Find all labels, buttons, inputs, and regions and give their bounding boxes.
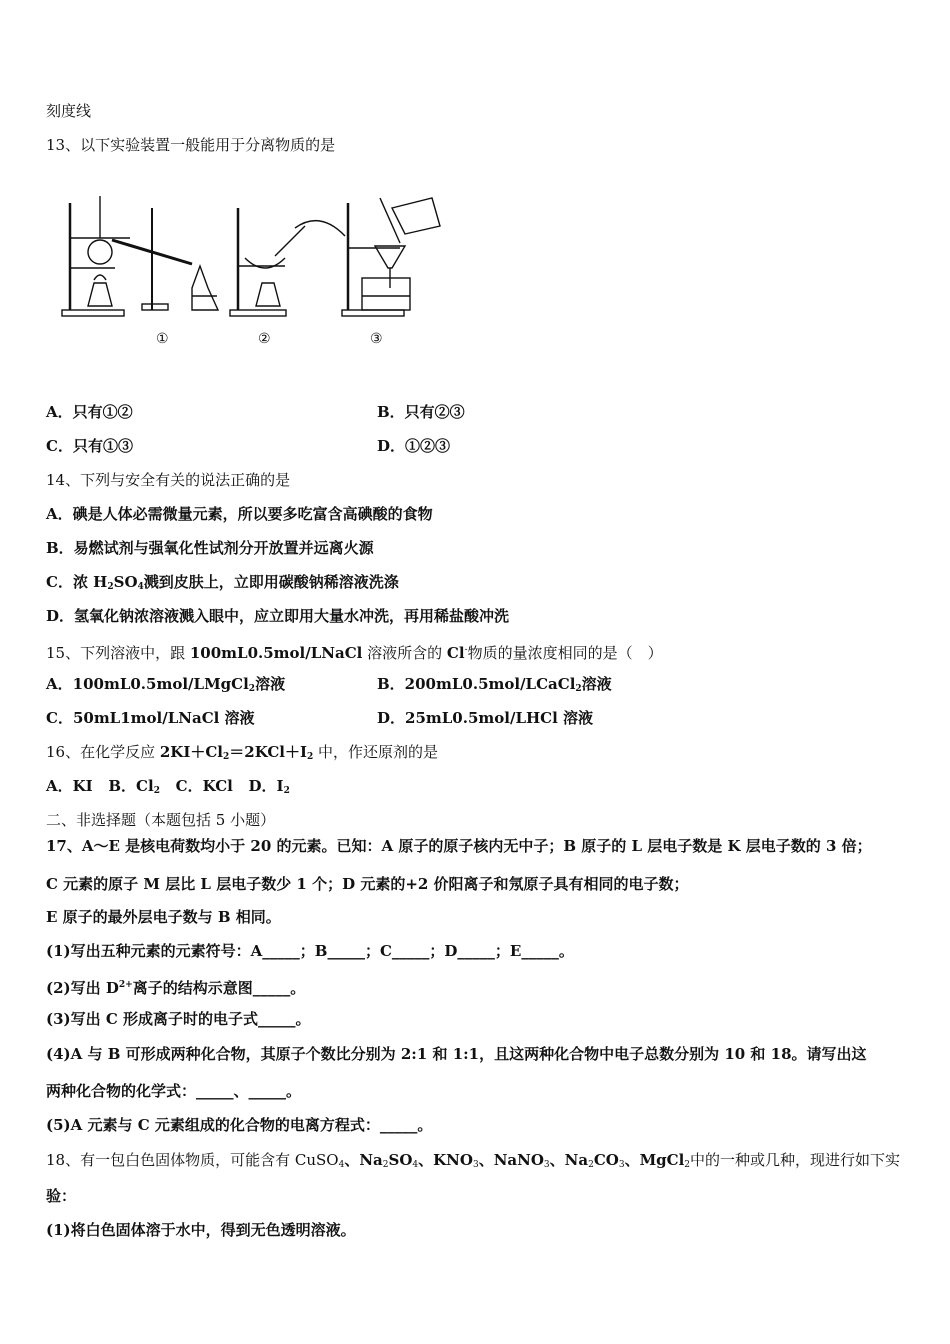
q18-e: 、Na [549, 1151, 589, 1169]
beaker [362, 278, 410, 310]
q16-stem-post: 中，作还原剂的是 [313, 743, 439, 761]
q15-stem-mid: 溶液所含的 [362, 644, 447, 662]
q18-a: 、Na [344, 1151, 383, 1169]
stand-base-3 [342, 310, 404, 316]
funnel [375, 246, 405, 268]
burner-1 [88, 283, 112, 306]
stand-base-1b [142, 304, 168, 310]
q13-option-b[interactable]: B．只有②③ [377, 403, 465, 421]
q16-options [46, 776, 290, 801]
q18-s6: 2 [588, 1160, 594, 1170]
q16-d-text: D．I [248, 777, 284, 795]
q16-d-sub: 2 [283, 786, 290, 796]
flame-1 [94, 275, 106, 280]
q15-option-c[interactable]: C．50mL1mol/LNaCl 溶液 [46, 709, 255, 727]
q15-b-post: 溶液 [581, 675, 612, 693]
q14-option-a[interactable]: A．碘是人体必需微量元素，所以要多吃富含高碘酸的食物 [46, 505, 433, 523]
q18-line-2: 验： [46, 1187, 77, 1205]
q15-b-pre: B．200mL0.5mol/LCaCl [377, 675, 576, 693]
q15-stem-sup: - [464, 645, 468, 655]
q17-part-4a: (4)A 与 B 可形成两种化合物，其原子个数比分别为 2:1 和 1:1，且这两种化合物中电子总数分别为 10 和 18。请写出这 [46, 1045, 867, 1063]
q18-f: CO [593, 1151, 619, 1169]
q15-stem-pre: 15、下列溶液中，跟 [46, 644, 190, 662]
q18-s5: 3 [543, 1160, 550, 1170]
q16-option-b[interactable] [108, 777, 160, 795]
q15-stem-post: 物质的量浓度相同的是（ ） [467, 644, 663, 662]
q18-d: 、NaNO [478, 1151, 544, 1169]
stand-base-2 [230, 310, 286, 316]
q16-option-d[interactable] [249, 777, 290, 795]
q14-option-c[interactable] [46, 572, 399, 597]
q14-c-sub2: 4 [137, 582, 144, 592]
burner-2 [256, 283, 280, 306]
q15-a-pre: A．100mL0.5mol/LMgCl [46, 675, 249, 693]
q13-option-a[interactable]: A．只有①② [46, 403, 133, 421]
q16-eq1: 2KI＋Cl [159, 743, 223, 761]
q18-l1-post: 中的一种或几种，现进行如下实 [690, 1151, 901, 1169]
q14-c-post: 溅到皮肤上，立即用碳酸钠稀溶液洗涤 [143, 573, 399, 591]
q18-s1: 4 [338, 1160, 345, 1170]
q14-c-sub1: 2 [107, 582, 114, 592]
q13-stem: 13、以下实验装置一般能用于分离物质的是 [46, 136, 336, 154]
top-note: 刻度线 [46, 102, 92, 120]
q17-line-1: 17、A～E 是核电荷数均小于 20 的元素。已知：A 原子的原子核内无中子；B 原子的 L 层电子数是 K 层电子数的 3 倍； [46, 837, 872, 855]
glass-rod [275, 226, 305, 256]
q18-g: 、MgCl [624, 1151, 685, 1169]
q16-option-c[interactable]: C．KCl [175, 777, 233, 795]
q18-s4: 3 [472, 1160, 479, 1170]
conical-flask-1 [192, 266, 218, 310]
q15-a-sub: 2 [248, 684, 256, 694]
q18-s3: 4 [412, 1160, 419, 1170]
q17-p2-post: 离子的结构示意图_____。 [132, 979, 306, 997]
pouring-rod [380, 198, 400, 243]
q14-stem: 14、下列与安全有关的说法正确的是 [46, 471, 291, 489]
q14-c-pre: C．浓 H [46, 573, 108, 591]
q15-a-post: 溶液 [255, 675, 286, 693]
q16-sub1: 2 [223, 752, 230, 762]
q16-stem [46, 742, 438, 767]
q18-s8: 2 [684, 1160, 691, 1170]
figure-label-1: ① [156, 331, 169, 347]
q17-p2-pre: (2)写出 D [46, 979, 119, 997]
q17-part-5: (5)A 元素与 C 元素组成的化合物的电离方程式：_____。 [46, 1116, 433, 1134]
q17-part-3: (3)写出 C 形成离子时的电子式_____。 [46, 1010, 311, 1028]
q17-p2-sup: 2+ [118, 980, 133, 990]
q14-option-d[interactable]: D．氢氧化钠浓溶液溅入眼中，应立即用大量水冲洗，再用稀盐酸冲洗 [46, 607, 510, 625]
q15-option-a[interactable] [46, 674, 285, 699]
section-2-heading: 二、非选择题（本题包括 5 小题） [46, 811, 276, 829]
pouring-beaker [392, 198, 440, 234]
q17-part-2 [46, 975, 305, 998]
q17-line-2: C 元素的原子 M 层比 L 层电子数少 1 个；D 元素的+2 价阳离子和氖原子具有相同的电子数； [46, 875, 689, 893]
q16-b-text: B．Cl [108, 777, 154, 795]
q15-stem-bold: 100mL0.5mol/LNaCl [189, 644, 363, 662]
q18-line-1 [46, 1150, 900, 1175]
q18-b: SO [388, 1151, 413, 1169]
q16-eq2: ＝2KCl＋I [229, 743, 307, 761]
q18-part-1: (1)将白色固体溶于水中，得到无色透明溶液。 [46, 1221, 356, 1239]
q15-stem-cl: Cl [446, 644, 465, 662]
q15-option-b[interactable] [377, 674, 612, 699]
stand-base-1 [62, 310, 124, 316]
q17-line-3: E 原子的最外层电子数与 B 相同。 [46, 908, 281, 926]
q18-s7: 3 [618, 1160, 625, 1170]
q17-part-4b: 两种化合物的化学式：_____、_____。 [46, 1082, 302, 1100]
q15-stem [46, 640, 663, 663]
q16-sub2: 2 [307, 752, 314, 762]
round-flask-1 [88, 240, 112, 264]
q18-l1-pre: 18、有一包白色固体物质，可能含有 CuSO [46, 1151, 339, 1169]
q14-option-b[interactable]: B．易燃试剂与强氧化性试剂分开放置并远离火源 [46, 539, 374, 557]
q18-c: 、KNO [418, 1151, 473, 1169]
lab-apparatus-figure [60, 188, 450, 353]
q16-stem-pre: 16、在化学反应 [46, 743, 160, 761]
q16-b-sub: 2 [153, 786, 160, 796]
q13-option-c[interactable]: C．只有①③ [46, 437, 133, 455]
figure-label-2: ② [258, 331, 271, 347]
q15-option-d[interactable]: D．25mL0.5mol/LHCl 溶液 [377, 709, 594, 727]
q13-option-d[interactable]: D．①②③ [377, 437, 451, 455]
q15-b-sub: 2 [575, 684, 582, 694]
q16-option-a[interactable]: A．KI [46, 777, 93, 795]
q14-c-mid: SO [113, 573, 138, 591]
q17-part-1: (1)写出五种元素的元素符号：A_____；B_____；C_____；D_____；E_____。 [46, 942, 574, 960]
figure-label-3: ③ [370, 331, 383, 347]
q18-s2: 2 [382, 1160, 389, 1170]
